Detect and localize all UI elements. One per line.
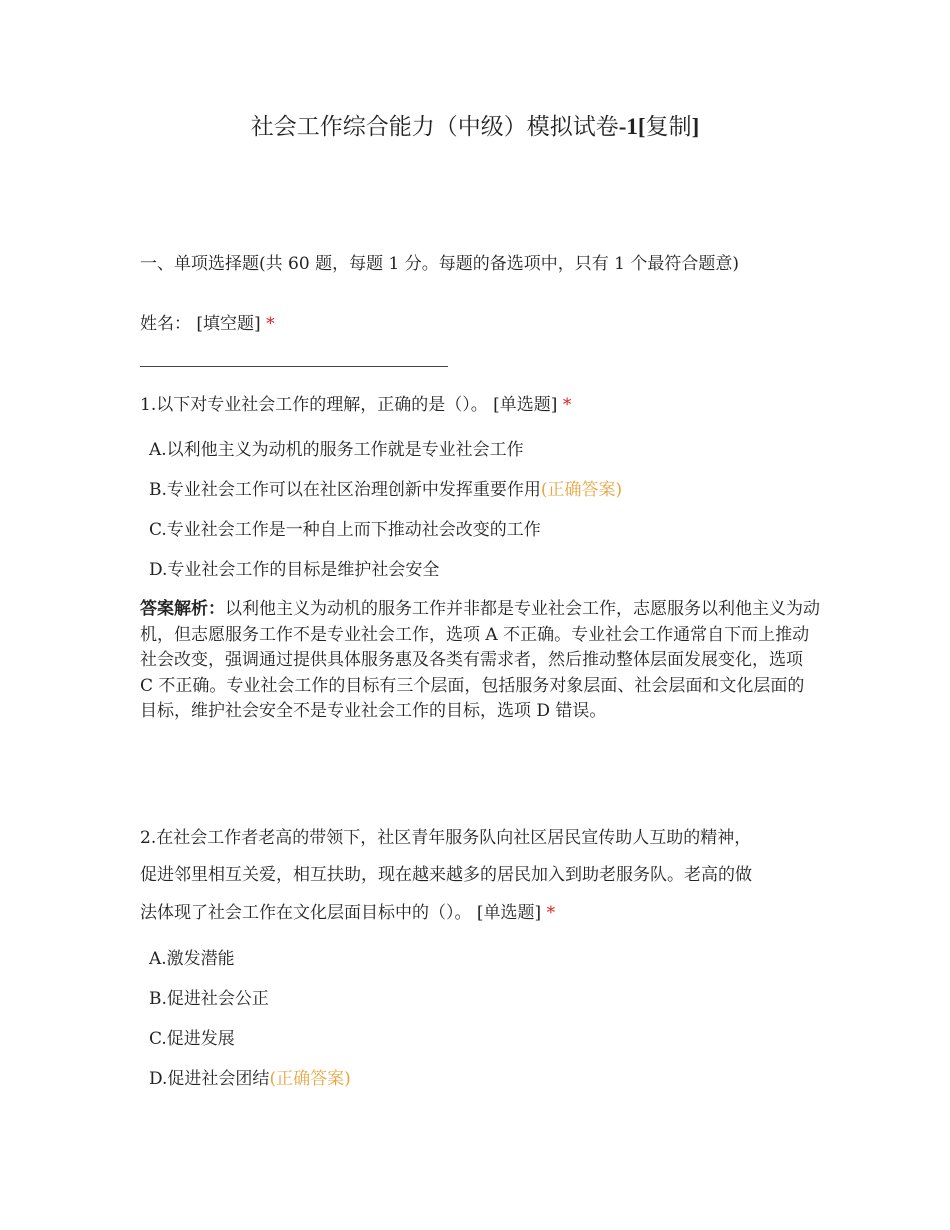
title-main: 社会工作综合能力（中级）模拟试卷 [250, 114, 619, 140]
question-1-analysis [140, 597, 820, 725]
question-type-tag: [单选题] [493, 395, 558, 415]
correct-answer-label: (正确答案) [269, 1069, 351, 1089]
question-1-option-d[interactable] [149, 558, 439, 582]
question-2-stem-line-3 [140, 901, 555, 925]
option-text: D.促进社会团结 [149, 1069, 270, 1089]
option-text: B.促进社会公正 [149, 989, 269, 1009]
required-mark: * [562, 395, 572, 415]
option-text: C.促进发展 [149, 1029, 235, 1049]
correct-answer-label: (正确答案) [540, 480, 623, 500]
name-field-label [140, 312, 275, 336]
question-1-option-c[interactable] [149, 518, 541, 542]
option-text: D.专业社会工作的目标是维护社会安全 [149, 560, 440, 580]
option-text: A.以利他主义为动机的服务工作就是专业社会工作 [149, 440, 524, 460]
question-2-option-b[interactable] [149, 987, 269, 1011]
required-mark: * [546, 903, 556, 923]
question-type-tag: [填空题] [196, 314, 261, 334]
question-2-option-c[interactable] [149, 1027, 235, 1051]
question-type-tag: [单选题] [476, 903, 542, 923]
question-1-text: 1.以下对专业社会工作的理解，正确的是（）。 [140, 395, 488, 415]
analysis-label: 答案解析： [140, 599, 225, 619]
option-text: C.专业社会工作是一种自上而下推动社会改变的工作 [149, 520, 541, 540]
page-title [0, 112, 950, 142]
section-heading: 一、单项选择题(共 60 题，每题 1 分。每题的备选项中，只有 1 个最符合题意) [140, 254, 739, 274]
option-text: B.专业社会工作可以在社区治理创新中发挥重要作用 [149, 480, 541, 500]
name-label: 姓名： [140, 314, 191, 334]
question-2-stem-line-2: 促进邻里相互关爱，相互扶助，现在越来越多的居民加入到助老服务队。老高的做 [140, 865, 752, 885]
question-2-option-a[interactable] [149, 947, 235, 971]
analysis-text: 以利他主义为动机的服务工作并非都是专业社会工作，志愿服务以利他主义为动机，但志愿服务工作不是专业社会工作，选项 A 不正确。专业社会工作通常自下而上推动社会改变，强调通过提供具体服务惠及各类有需求者，然后推动整体层面发展变化，选项 C 不正确。专业社会工作的目标有三个层面，包括服务对象层面、社会层面和文化层面的目标，维护社会安全不是专业社会工作的目标，选项 D 错误。 [140, 599, 820, 721]
question-1-option-a[interactable] [149, 438, 524, 462]
title-suffix: 复制 [645, 114, 692, 140]
title-close: ] [691, 114, 700, 139]
question-1-stem [140, 393, 571, 417]
option-text: A.激发潜能 [149, 949, 235, 969]
question-1-option-b[interactable] [149, 478, 622, 502]
required-mark: * [266, 314, 275, 334]
question-2-stem-line-1: 2.在社会工作者老高的带领下，社区青年服务队向社区居民宣传助人互助的精神， [140, 828, 752, 848]
name-input-line[interactable] [140, 366, 448, 367]
question-2-text: 法体现了社会工作在文化层面目标中的（）。 [140, 903, 472, 923]
question-2-option-d[interactable] [149, 1067, 351, 1091]
title-number: -1[ [618, 114, 646, 139]
